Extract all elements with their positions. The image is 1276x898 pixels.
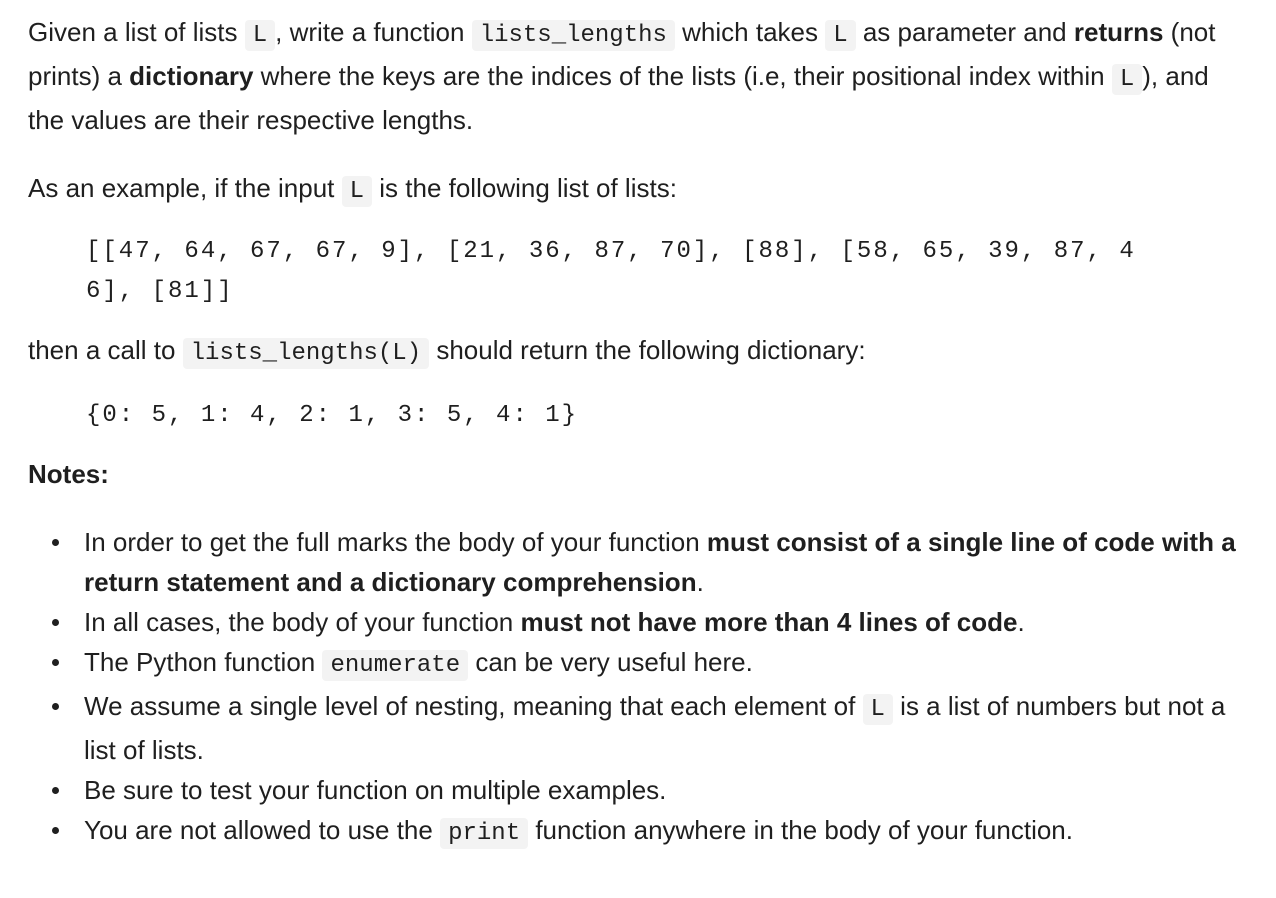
- inline-code: print: [440, 818, 528, 849]
- intro-text: which takes: [674, 17, 826, 47]
- inline-code-function-call: lists_lengths(L): [183, 338, 429, 369]
- note-text: function anywhere in the body of your function.: [528, 815, 1073, 845]
- example-intro-paragraph: [28, 168, 1248, 212]
- intro-text: , write a function: [275, 17, 472, 47]
- inline-code: enumerate: [322, 650, 468, 681]
- example-intro-text: is the following list of lists:: [372, 173, 677, 203]
- notes-list: [28, 522, 1248, 854]
- then-text: then a call to: [28, 335, 183, 365]
- note-item: [84, 770, 1248, 810]
- note-text: You are not allowed to use the: [84, 815, 441, 845]
- note-text: .: [1017, 607, 1025, 637]
- note-bold-text: must not have more than 4 lines of code: [520, 607, 1018, 637]
- notes-heading: Notes:: [28, 459, 109, 489]
- example-input-code-block: [[47, 64, 67, 67, 9], [21, 36, 87, 70], [88], [58, 65, 39, 87, 46], [81]]: [86, 238, 1136, 305]
- note-item: [84, 642, 1248, 686]
- note-text: can be very useful here.: [468, 647, 753, 677]
- note-text: In all cases, the body of your function: [84, 607, 521, 637]
- example-intro-text: As an example, if the input: [28, 173, 342, 203]
- inline-code: L: [342, 176, 372, 207]
- intro-text: as parameter and: [855, 17, 1074, 47]
- note-item: [84, 810, 1248, 854]
- inline-code: L: [825, 20, 855, 51]
- note-text: The Python function: [84, 647, 323, 677]
- intro-text: Given a list of lists: [28, 17, 245, 47]
- intro-text: where the keys are the indices of the lists (i.e, their positional index within: [253, 61, 1112, 91]
- inline-code: L: [245, 20, 275, 51]
- intro-paragraph: [28, 12, 1248, 140]
- then-paragraph: [28, 330, 1248, 374]
- inline-code: L: [1112, 64, 1142, 95]
- note-item: [84, 522, 1248, 602]
- intro-text: (not prints) a: [28, 17, 1216, 91]
- bold-text: dictionary: [129, 61, 254, 91]
- note-text: .: [696, 567, 704, 597]
- then-text: should return the following dictionary:: [429, 335, 866, 365]
- note-text: Be sure to test your function on multiple examples.: [84, 775, 667, 805]
- note-text: In order to get the full marks the body of your function: [84, 527, 707, 557]
- note-text: is a list of numbers but not a list of lists.: [84, 691, 1226, 765]
- note-text: We assume a single level of nesting, meaning that each element of: [84, 691, 863, 721]
- bold-text: returns: [1073, 17, 1164, 47]
- intro-text: ), and the values are their respective lengths.: [28, 61, 1209, 135]
- note-bold-text: must consist of a single line of code with a return statement and a dictionary comprehension: [84, 527, 1236, 597]
- inline-code-function-name: lists_lengths: [472, 20, 675, 51]
- note-item: [84, 686, 1248, 770]
- note-item: [84, 602, 1248, 642]
- inline-code: L: [863, 694, 893, 725]
- example-output-code-block: {0: 5, 1: 4, 2: 1, 3: 5, 4: 1}: [86, 402, 579, 429]
